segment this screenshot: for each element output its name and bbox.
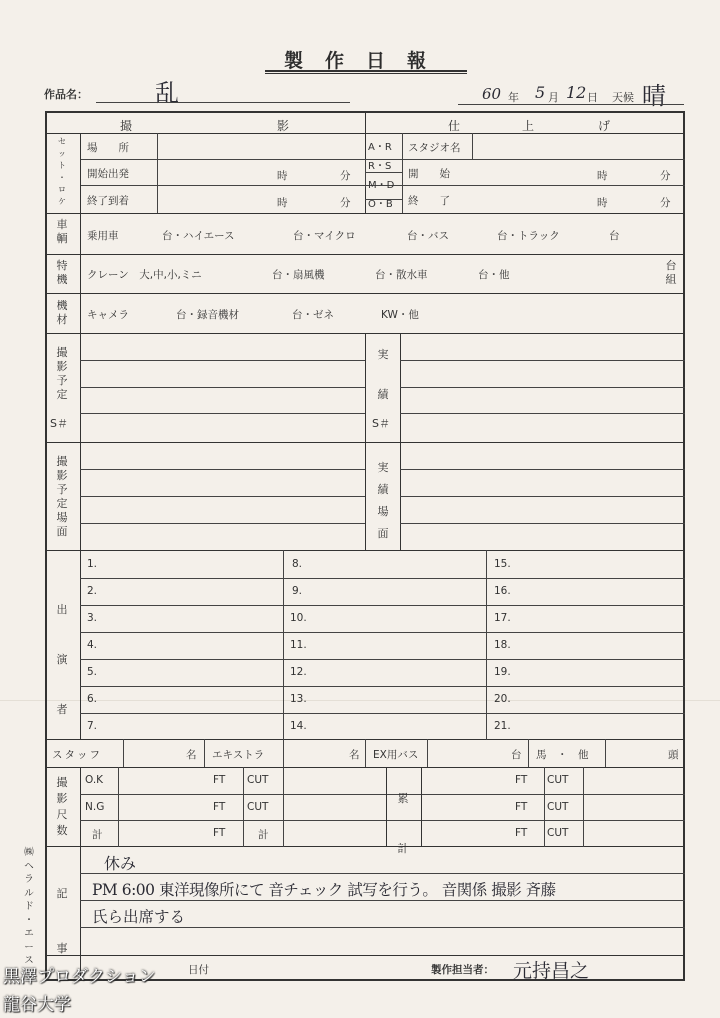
cast-1: 1.	[87, 558, 98, 570]
rule	[80, 133, 81, 740]
rule	[80, 605, 685, 606]
cast-5: 5.	[87, 666, 98, 678]
tantosha-label: 製作担当者：	[431, 964, 494, 976]
rule	[400, 333, 401, 550]
rule	[400, 469, 685, 470]
code-ob: O・B	[368, 199, 393, 210]
rule	[400, 387, 685, 388]
weather-label: 天候	[612, 91, 634, 104]
rule	[80, 496, 365, 497]
cast-14: 14.	[290, 720, 307, 732]
shiage-kaishi-label: 開 始	[408, 168, 450, 180]
rui-kei-ft: FT	[515, 827, 528, 839]
extra-mei-label: 名	[349, 749, 360, 761]
kaishi-shuppatsu-label: 開始出発	[87, 168, 129, 180]
rui-ng-cut: CUT	[547, 801, 569, 813]
weather-value: 晴	[642, 82, 666, 110]
date-year-unit: 年	[508, 91, 519, 104]
cast-6: 6.	[87, 693, 98, 705]
kizai-kw-other: KW・他	[381, 309, 419, 321]
rule	[80, 767, 81, 981]
shiage-shuryo-ji: 時	[597, 197, 608, 209]
staff-mei-label: 名	[186, 749, 197, 761]
shiage-kaishi-ji: 時	[597, 170, 608, 182]
date-month-unit: 月	[548, 91, 559, 104]
vehicle-bus: 台・バス	[407, 230, 449, 242]
rule	[80, 413, 365, 414]
vehicle-jouyousha: 乗用車	[87, 230, 119, 242]
staff-label: スタッフ	[52, 749, 102, 761]
cast-18: 18.	[494, 639, 511, 651]
cast-20: 20.	[494, 693, 511, 705]
jisseki-bamen-vertical-label: 実 績 場 面	[377, 461, 389, 540]
rule	[45, 550, 685, 551]
vehicle-truck: 台・トラック	[497, 230, 560, 242]
cast-8: 8.	[292, 558, 303, 570]
kiji-line-3: 氏ら出席する	[92, 908, 186, 926]
jisseki-label-1: 実	[377, 348, 389, 361]
form-title: 製作日報	[283, 50, 448, 72]
cast-17: 17.	[494, 612, 511, 624]
ok-cut: CUT	[247, 774, 269, 786]
cast-21: 21.	[494, 720, 511, 732]
title-underline	[265, 70, 467, 72]
rule	[80, 632, 685, 633]
cast-12: 12.	[290, 666, 307, 678]
work-name-value: 乱	[155, 79, 179, 107]
date-day-unit: 日	[587, 91, 598, 104]
code-ar: A・R	[368, 142, 392, 153]
tokki-crane: クレーン 大,中,小,ミニ	[87, 269, 202, 281]
kiji-line-1: 休み	[104, 854, 137, 873]
rui-kei-cut: CUT	[547, 827, 569, 839]
shuryo-ji-label: 時	[277, 197, 288, 209]
header-satsuei-1: 撮	[120, 119, 133, 133]
header-shiage-2: 上	[522, 119, 535, 133]
tokki-vertical-label: 特 機	[56, 259, 68, 286]
ex-bus-label: EX用バス	[373, 749, 419, 761]
footer-date-label: 日付	[188, 964, 209, 976]
rule	[365, 172, 402, 173]
tokki-fan: 台・扇風機	[272, 269, 325, 281]
kiji-line-2: PM 6:00 東洋現像所にて 音チェック 試写を行う。 音関係 撮影 斉藤	[92, 881, 556, 899]
rule	[528, 739, 529, 767]
ok-ft: FT	[213, 774, 226, 786]
rule	[157, 133, 158, 213]
uma-to-label: 頭	[668, 749, 679, 761]
kei-label: 計	[92, 829, 103, 841]
title-underline-2	[265, 73, 467, 74]
vehicle-hiace: 台・ハイエース	[162, 230, 235, 242]
bus-dai-label: 台	[511, 749, 522, 761]
yotei-s-label: S＃	[50, 417, 68, 430]
archive-watermark-2: 龍谷大学	[3, 995, 71, 1015]
rule	[80, 820, 685, 821]
rule	[400, 496, 685, 497]
rule	[45, 846, 685, 847]
cast-19: 19.	[494, 666, 511, 678]
date-year-value: 60	[482, 85, 502, 103]
work-name-label: 作品名：	[44, 88, 88, 101]
shiage-kaishi-fun: 分	[660, 170, 671, 182]
rule	[45, 293, 685, 294]
header-satsuei-2: 影	[277, 119, 290, 133]
tokki-end-label: 台 組	[665, 259, 677, 286]
cast-11: 11.	[290, 639, 307, 651]
jisseki-s-label: S＃	[372, 417, 390, 430]
rule	[80, 794, 685, 795]
rule	[80, 713, 685, 714]
rule	[283, 739, 284, 767]
ng-label: N.G	[85, 801, 105, 813]
cast-13: 13.	[290, 693, 307, 705]
yotei-vertical-label: 撮 影 予 定	[56, 346, 68, 401]
rule	[583, 767, 584, 847]
rule	[118, 767, 119, 847]
kiji-vertical-label: 記 事	[56, 887, 68, 955]
header-shiage-3: げ	[598, 119, 611, 133]
cast-7: 7.	[87, 720, 98, 732]
rule	[472, 133, 473, 159]
rui-ok-ft: FT	[515, 774, 528, 786]
basho-label: 場 所	[87, 142, 129, 154]
rule	[544, 767, 545, 847]
date-underline	[458, 104, 684, 105]
rule	[80, 927, 685, 928]
cast-2: 2.	[87, 585, 98, 597]
shakusu-vertical-label: 撮 影 尺 数	[56, 776, 68, 837]
kizai-gene: 台・ゼネ	[292, 309, 334, 321]
rule	[400, 413, 685, 414]
code-rs: R・S	[368, 161, 392, 172]
set-loca-vertical-label: セ ッ ト ・ ロ ケ	[58, 137, 66, 206]
tokki-other: 台・他	[478, 269, 510, 281]
rule	[400, 523, 685, 524]
cast-15: 15.	[494, 558, 511, 570]
rule	[605, 739, 606, 767]
rule	[365, 333, 366, 550]
date-month-value: 5	[535, 83, 546, 102]
ng-cut: CUT	[247, 801, 269, 813]
rule	[365, 159, 366, 187]
rule	[45, 254, 685, 255]
rule	[80, 873, 685, 874]
uma-other-label: 馬 ・ 他	[536, 749, 589, 761]
ruikei-vertical-label: 累 計	[397, 792, 409, 855]
vehicle-micro: 台・マイクロ	[293, 230, 356, 242]
rule	[80, 578, 685, 579]
rule	[402, 133, 403, 213]
rule	[80, 469, 365, 470]
rule	[386, 767, 387, 847]
rule	[80, 360, 365, 361]
rule	[204, 739, 205, 767]
rule	[123, 739, 124, 767]
rule	[80, 387, 365, 388]
kizai-sound: 台・録音機材	[176, 309, 239, 321]
jisseki-label-2: 績	[377, 388, 389, 401]
rule	[283, 767, 284, 847]
rule	[80, 659, 685, 660]
shutsuen-vertical-label: 出 演 者	[56, 603, 68, 716]
ng-ft: FT	[213, 801, 226, 813]
rule	[421, 767, 422, 847]
header-shiage-1: 仕	[448, 119, 461, 133]
company-vertical-label: ㈱ ヘ ラ ル ド ・ エ ー ス	[24, 847, 34, 966]
kaishi-ji-label: 時	[277, 170, 288, 182]
kei-cut-label: 計	[258, 829, 269, 841]
ok-label: O.K	[85, 774, 104, 786]
rule	[80, 900, 685, 901]
shuryo-fun-label: 分	[340, 197, 351, 209]
kaishi-fun-label: 分	[340, 170, 351, 182]
shuryo-tochaku-label: 終了到着	[87, 195, 129, 207]
rule	[243, 767, 244, 847]
rule	[427, 739, 428, 767]
code-md: M・D	[368, 180, 395, 191]
extra-label: エキストラ	[212, 749, 265, 761]
kizai-camera: キャメラ	[87, 309, 129, 321]
cast-10: 10.	[290, 612, 307, 624]
rule	[400, 360, 685, 361]
rule	[365, 739, 366, 767]
sharyo-vertical-label: 車 輌	[56, 218, 68, 245]
tantosha-value: 元持昌之	[513, 960, 590, 982]
cast-16: 16.	[494, 585, 511, 597]
studio-name-label: スタジオ名	[408, 142, 461, 154]
rule	[45, 767, 685, 768]
yotei-bamen-vertical-label: 撮 影 予 定 場 面	[56, 455, 68, 538]
date-day-value: 12	[566, 83, 587, 102]
tokki-sprinkler: 台・散水車	[375, 269, 428, 281]
rui-ng-ft: FT	[515, 801, 528, 813]
rui-ok-cut: CUT	[547, 774, 569, 786]
kizai-vertical-label: 機 材	[56, 299, 68, 326]
cast-3: 3.	[87, 612, 98, 624]
kei-ft: FT	[213, 827, 226, 839]
cast-9: 9.	[292, 585, 303, 597]
shiage-shuryo-label: 終 了	[408, 195, 450, 207]
archive-watermark-1: 黒澤プロダクション	[3, 967, 156, 987]
vehicle-end: 台	[609, 230, 620, 242]
rule	[80, 686, 685, 687]
work-name-underline	[96, 102, 350, 103]
cast-4: 4.	[87, 639, 98, 651]
shiage-shuryo-fun: 分	[660, 197, 671, 209]
rule	[80, 523, 365, 524]
